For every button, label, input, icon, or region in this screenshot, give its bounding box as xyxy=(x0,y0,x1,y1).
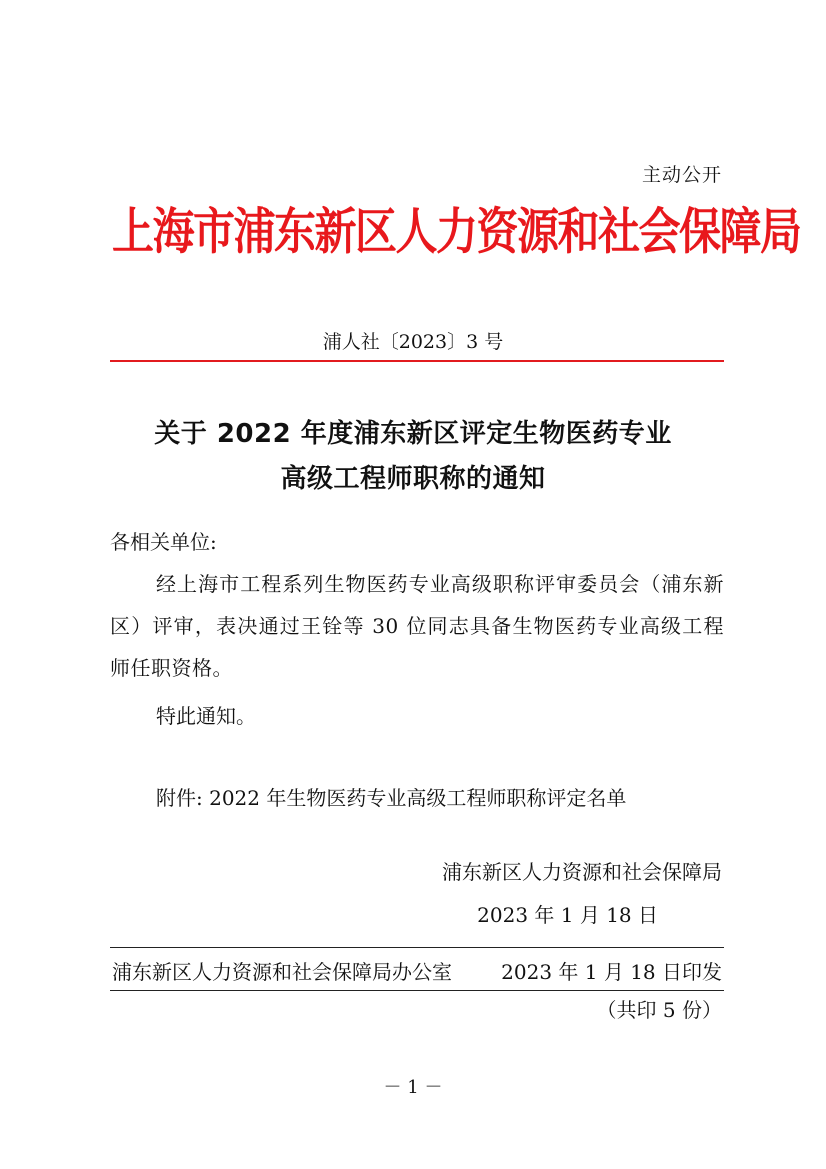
document-number: 浦人社〔2023〕3 号 xyxy=(322,331,504,353)
issuer-title: 上海市浦东新区人力资源和社会保障局 xyxy=(112,202,801,261)
signature-organization: 浦东新区人力资源和社会保障局 xyxy=(442,860,722,884)
print-date: 2023 年 1 月 18 日印发 xyxy=(501,960,722,984)
body-paragraph: 经上海市工程系列生物医药专业高级职称评审委员会（浦东新区）评审，表决通过王铨等 30 位同志具备生物医药专业高级工程师任职资格。 xyxy=(110,572,724,680)
salutation: 各相关单位: xyxy=(110,530,217,554)
page-number: － 1 － xyxy=(383,1077,443,1098)
signature-date: 2023 年 1 月 18 日 xyxy=(477,903,658,927)
notice-title-line1: 关于 2022 年度浦东新区评定生物医药专业 xyxy=(154,419,672,449)
disclosure-label: 主动公开 xyxy=(641,164,722,186)
red-divider xyxy=(110,360,724,362)
print-copies: （共印 5 份） xyxy=(596,998,722,1022)
attachment-line: 附件: 2022 年生物医药专业高级工程师职称评定名单 xyxy=(156,786,627,810)
notice-title-line2: 高级工程师职称的通知 xyxy=(280,464,546,494)
closing-remark: 特此通知。 xyxy=(156,704,256,728)
footer-top-rule xyxy=(110,947,724,948)
footer-bottom-rule xyxy=(110,990,724,991)
print-office: 浦东新区人力资源和社会保障局办公室 xyxy=(112,960,452,984)
